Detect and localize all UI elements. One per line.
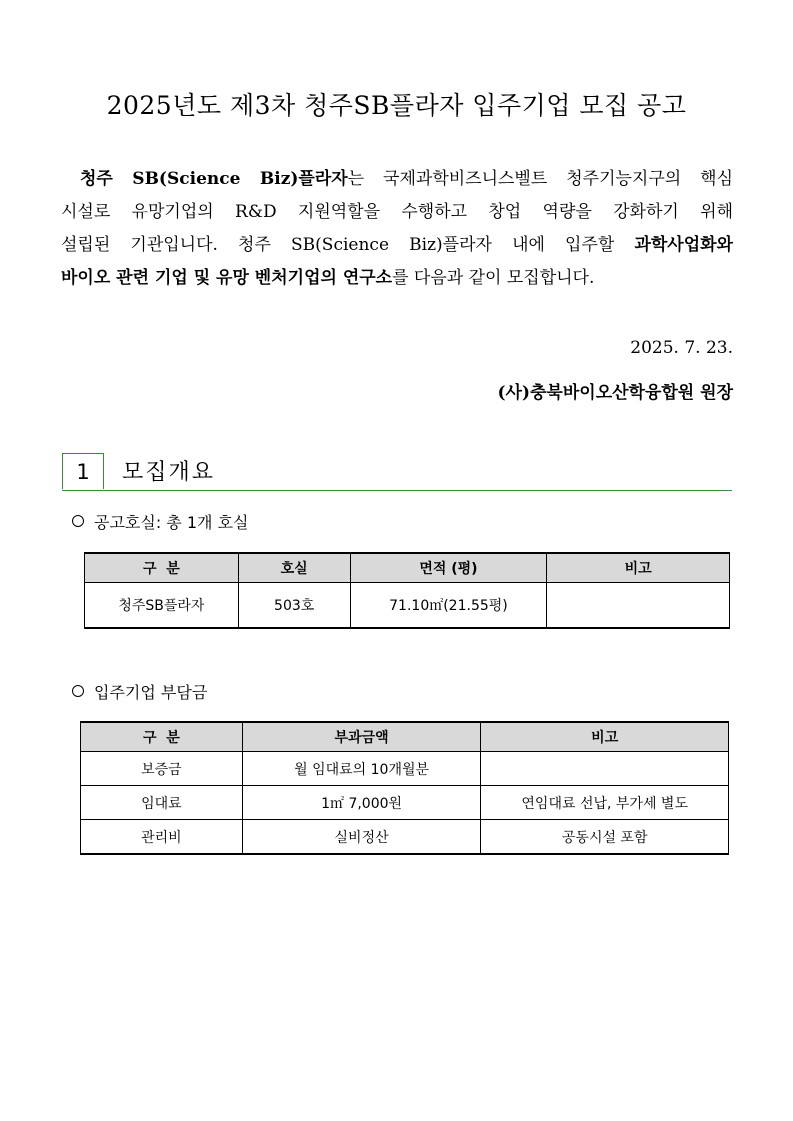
intro-text-3: 설립된 기관입니다. 청주 SB(Science Biz)플라자 내에 입주할 [61,235,635,255]
rooms-header-room: 호실 [238,553,350,583]
section-title: 모집개요 [122,460,216,485]
table-row [81,820,729,855]
fees-header-category: 구 분 [81,722,243,752]
fees-header-amount: 부과금액 [242,722,481,752]
intro-bold-field: 과학사업화와 [634,235,733,255]
fees-table [80,721,729,855]
section-number: 1 [62,453,104,489]
rooms-header-area: 면적 (평) [350,553,547,583]
fees-cell-amount: 실비정산 [242,820,481,855]
intro-line-3 [61,229,733,262]
fees-table-header [81,722,729,752]
intro-line-4 [61,262,733,295]
fees-cell-category: 관리비 [81,820,243,855]
rooms-header-note: 비고 [547,553,730,583]
intro-line-2: 시설로 유망기업의 R&D 지원역할을 수행하고 창업 역량을 강화하기 위해 [61,202,733,222]
fees-cell-note: 공동시설 포함 [481,820,729,855]
fees-cell-note: 연임대료 선납, 부가세 별도 [481,786,729,820]
section-header [62,453,732,491]
rooms-bullet [72,510,248,533]
table-row [81,786,729,820]
intro-bold-target: 바이오 관련 기업 및 유망 벤처기업의 연구소 [61,268,393,288]
table-row [85,583,730,629]
intro-text-4: 를 다음과 같이 모집합니다. [392,268,595,288]
announcement-date: 2025. 7. 23. [630,338,733,358]
document-title: 2025년도 제3차 청주SB플라자 입주기업 모집 공고 [106,91,687,120]
table-row [81,752,729,786]
fees-header-note: 비고 [481,722,729,752]
fees-cell-category: 임대료 [81,786,243,820]
fees-label: 입주기업 부담금 [94,683,208,702]
rooms-table-header [85,553,730,583]
announcement-signer: (사)충북바이오산학융합원 원장 [497,383,733,403]
rooms-table [84,552,730,629]
rooms-label: 공고호실: 총 1개 호실 [94,513,249,532]
rooms-cell-room: 503호 [238,583,350,629]
circle-bullet-icon [72,515,84,527]
rooms-cell-area: 71.10㎡(21.55평) [350,583,547,629]
fees-bullet [72,680,207,703]
intro-bold-name: 청주 SB(Science Biz)플라자 [79,169,348,189]
fees-cell-category: 보증금 [81,752,243,786]
rooms-header-category: 구 분 [85,553,239,583]
fees-cell-amount: 1㎡ 7,000원 [242,786,481,820]
intro-text-1: 는 국제과학비즈니스벨트 청주기능지구의 핵심 [347,169,733,189]
rooms-cell-note [547,583,730,629]
fees-cell-amount: 월 임대료의 10개월분 [242,752,481,786]
intro-line-1 [61,163,733,196]
intro-paragraph [61,163,733,295]
circle-bullet-icon [72,685,84,697]
rooms-cell-category: 청주SB플라자 [85,583,239,629]
fees-cell-note [481,752,729,786]
